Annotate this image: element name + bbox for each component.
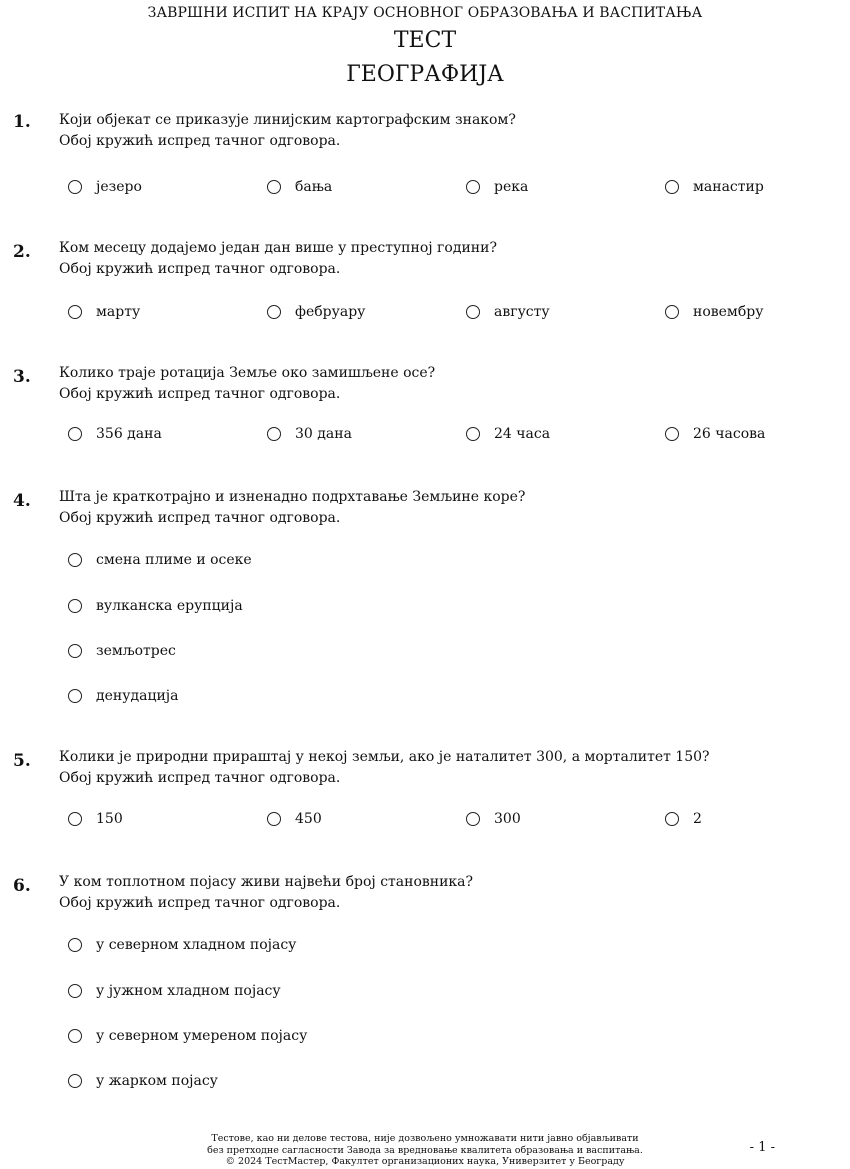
radio-circle-icon[interactable] (665, 305, 679, 319)
answer-option[interactable] (68, 304, 140, 320)
answer-label: смена плиме и осеке (96, 552, 252, 568)
answer-label: 150 (96, 811, 123, 827)
radio-circle-icon[interactable] (665, 812, 679, 826)
answer-label: река (494, 179, 529, 195)
question-instruction: Обој кружић испред тачног одговора. (59, 133, 341, 149)
answer-option[interactable] (68, 179, 142, 195)
radio-circle-icon[interactable] (68, 644, 82, 658)
radio-circle-icon[interactable] (68, 689, 82, 703)
question-text: Ком месецу додајемо један дан више у преступној години? (59, 240, 497, 256)
question-text-block (59, 747, 710, 789)
answer-option[interactable] (665, 426, 765, 442)
radio-circle-icon[interactable] (665, 427, 679, 441)
answer-option[interactable] (466, 811, 521, 827)
question-instruction: Обој кружић испред тачног одговора. (59, 261, 341, 277)
answer-option[interactable] (68, 598, 243, 614)
page-number: - 1 - (749, 1140, 775, 1155)
question-number: 1. (13, 112, 31, 132)
question-instruction: Обој кружић испред тачног одговора. (59, 895, 341, 911)
question-instruction: Обој кружић испред тачног одговора. (59, 386, 341, 402)
radio-circle-icon[interactable] (68, 599, 82, 613)
answer-label: земљотрес (96, 643, 176, 659)
answer-label: новембру (693, 304, 764, 320)
answer-option[interactable] (665, 304, 763, 320)
answer-label: 300 (494, 811, 521, 827)
question-text: Шта је краткотрајно и изненадно подрхтавање Земљине коре? (59, 489, 526, 505)
radio-circle-icon[interactable] (665, 180, 679, 194)
footer-line: © 2024 ТестМастер, Факултет организационих наука, Универзитет у Београду (225, 1156, 625, 1167)
radio-circle-icon[interactable] (68, 427, 82, 441)
answer-option[interactable] (267, 426, 352, 442)
radio-circle-icon[interactable] (466, 812, 480, 826)
question-text: Колики је природни прираштај у некој земљи, ако је наталитет 300, а морталитет 150? (59, 749, 710, 765)
answer-label: у северном умереном појасу (96, 1028, 308, 1044)
question-number: 6. (13, 876, 31, 896)
answer-label: вулканска ерупција (96, 598, 243, 614)
radio-circle-icon[interactable] (466, 427, 480, 441)
question-text-block (59, 363, 435, 405)
question-text-block (59, 487, 525, 529)
answer-option[interactable] (68, 552, 252, 568)
answer-option[interactable] (68, 688, 178, 704)
answer-option[interactable] (665, 179, 764, 195)
answer-option[interactable] (466, 179, 528, 195)
answer-label: манастир (693, 179, 764, 195)
question-instruction: Обој кружић испред тачног одговора. (59, 510, 341, 526)
subject-heading: ГЕОГРАФИЈА (346, 62, 504, 87)
answer-label: денудација (96, 688, 179, 704)
radio-circle-icon[interactable] (68, 553, 82, 567)
radio-circle-icon[interactable] (267, 180, 281, 194)
answer-option[interactable] (68, 811, 123, 827)
answer-option[interactable] (68, 1073, 218, 1089)
radio-circle-icon[interactable] (68, 180, 82, 194)
question-number: 2. (13, 242, 31, 262)
question-number: 4. (13, 491, 31, 511)
question-text: Који објекат се приказује линијским картографским знаком? (59, 112, 516, 128)
radio-circle-icon[interactable] (267, 427, 281, 441)
answer-label: фебруару (295, 304, 366, 320)
answer-label: 2 (693, 811, 702, 827)
radio-circle-icon[interactable] (68, 812, 82, 826)
answer-label: језеро (96, 179, 142, 195)
answer-option[interactable] (68, 937, 296, 953)
answer-option[interactable] (68, 983, 281, 999)
answer-label: бања (295, 179, 333, 195)
answer-option[interactable] (68, 426, 162, 442)
radio-circle-icon[interactable] (68, 1074, 82, 1088)
answer-label: 24 часа (494, 426, 551, 442)
footer-line: без претходне сагласности Завода за вредновање квалитета образовања и васпитања. (207, 1144, 643, 1156)
radio-circle-icon[interactable] (466, 180, 480, 194)
question-number: 3. (13, 367, 31, 387)
exam-title: ЗАВРШНИ ИСПИТ НА КРАЈУ ОСНОВНОГ ОБРАЗОВАЊА И ВАСПИТАЊА (147, 5, 703, 21)
radio-circle-icon[interactable] (267, 305, 281, 319)
answer-option[interactable] (267, 304, 365, 320)
answer-option[interactable] (267, 811, 322, 827)
answer-label: 356 дана (96, 426, 162, 442)
question-text: Колико траје ротација Земље око замишљене осе? (59, 365, 436, 381)
footer-line: Тестове, као ни делове тестова, није дозвољено умножавати нити јавно објављивати (211, 1133, 639, 1144)
radio-circle-icon[interactable] (68, 305, 82, 319)
answer-option[interactable] (665, 811, 702, 827)
answer-label: 26 часова (693, 426, 766, 442)
answer-option[interactable] (267, 179, 332, 195)
answer-label: у жарком појасу (96, 1073, 218, 1089)
answer-option[interactable] (68, 643, 176, 659)
answer-label: у јужном хладном појасу (96, 983, 281, 999)
question-text-block (59, 238, 497, 280)
answer-option[interactable] (68, 1028, 307, 1044)
radio-circle-icon[interactable] (68, 1029, 82, 1043)
test-heading: ТЕСТ (393, 28, 457, 53)
question-instruction: Обој кружић испред тачног одговора. (59, 770, 341, 786)
question-text-block (59, 110, 516, 152)
copyright-footer (0, 1133, 850, 1168)
radio-circle-icon[interactable] (68, 984, 82, 998)
answer-label: 450 (295, 811, 322, 827)
question-text: У ком топлотном појасу живи највећи број становника? (59, 874, 474, 890)
answer-label: 30 дана (295, 426, 352, 442)
radio-circle-icon[interactable] (68, 938, 82, 952)
radio-circle-icon[interactable] (267, 812, 281, 826)
question-number: 5. (13, 751, 31, 771)
answer-option[interactable] (466, 304, 550, 320)
radio-circle-icon[interactable] (466, 305, 480, 319)
answer-label: у северном хладном појасу (96, 937, 297, 953)
answer-label: марту (96, 304, 141, 320)
question-text-block (59, 872, 473, 914)
answer-label: августу (494, 304, 550, 320)
answer-option[interactable] (466, 426, 550, 442)
